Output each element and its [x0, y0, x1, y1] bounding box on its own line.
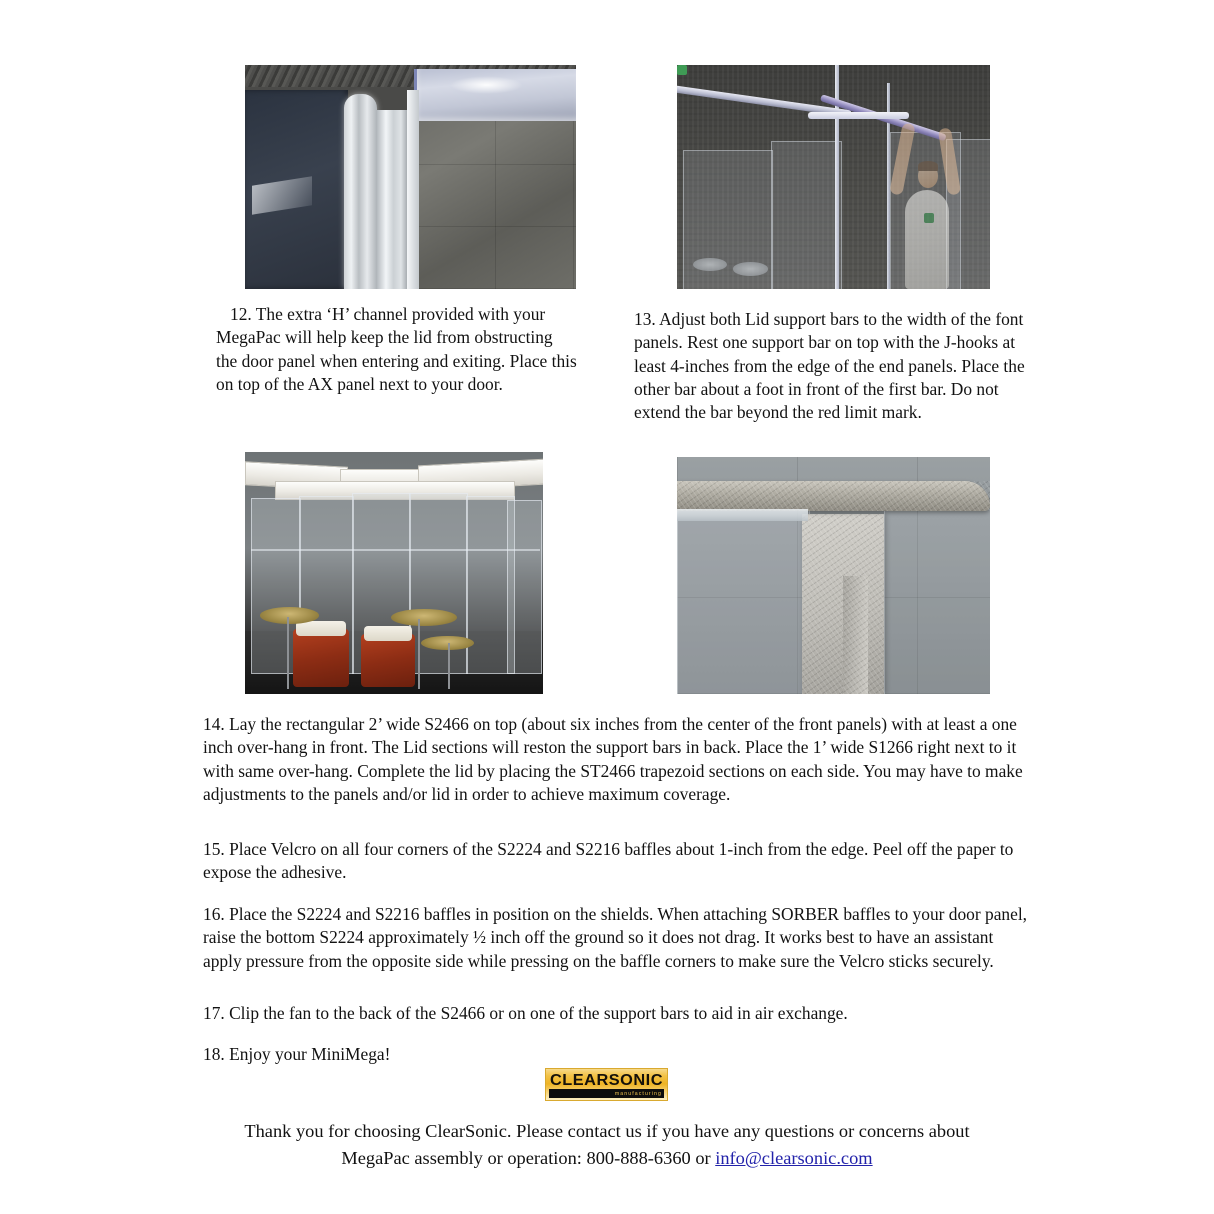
- step-18-paragraph: 18. Enjoy your MiniMega!: [203, 1044, 391, 1064]
- photo-booth-with-drums: [245, 452, 543, 694]
- photo-sorber-acrylic-right: [884, 509, 990, 694]
- photo-h-channel: [245, 65, 576, 289]
- photo-booth-cymbal-left: [260, 607, 320, 624]
- caption-step-12: 12. The extra ‘H’ channel provided with your MegaPac will help keep the lid from obstructing the door panel when entering and exiting. Place this on top of the AX panel next to your door.: [216, 304, 577, 394]
- photo-lid-support-bars-bar-horizontal: [808, 112, 908, 119]
- photo-lid-support-bars: [677, 65, 990, 289]
- photo-h-channel-light-glare: [450, 76, 523, 94]
- photo-booth-drum-bass: [361, 634, 415, 687]
- step-17-paragraph: 17. Clip the fan to the back of the S2466 or on one of the support bars to aid in air exchange.: [203, 1003, 848, 1023]
- footer-email-link[interactable]: info@clearsonic.com: [715, 1147, 873, 1168]
- clearsonic-wordmark: CLEARSONIC: [550, 1072, 663, 1089]
- clearsonic-tagline: manufacturing: [614, 1090, 662, 1097]
- footer-line-2-text: MegaPac assembly or operation: 800-888-6360 or: [341, 1147, 716, 1168]
- photo-h-channel-channel-piece: [344, 94, 377, 289]
- step-16-paragraph: 16. Place the S2224 and S2216 baffles in position on the shields. When attaching SORBER baffles to your door panel, raise the bottom S2224 approximately ½ inch off the ground so it does not drag. It works best to have an assistant apply pressure from the opposite side while pressing on the baffle corners to make sure the Velcro sticks securely.: [203, 904, 1028, 971]
- photo-sorber-acrylic-left: [677, 509, 810, 694]
- photo-h-channel-panel-edge: [407, 90, 419, 289]
- footer-line-2: [0, 1145, 1214, 1172]
- photo-h-channel-channel-piece-2: [377, 110, 407, 289]
- photo-sorber-top-lid: [677, 481, 990, 512]
- footer-contact: [0, 1118, 1214, 1171]
- clearsonic-logo: [545, 1068, 668, 1101]
- photo-booth-shield-6: [507, 500, 542, 674]
- step-14-paragraph: 14. Lay the rectangular 2’ wide S2466 on top (about six inches from the center of the front panels) with at least a one inch over-hang in front. The Lid sections will reston the support bars in back. Place the 1’ wide S1266 right next to it with same over-hang. Complete the lid by placing the ST2466 trapezoid sections on each side. You may have to make adjustments to the panels and/or lid in order to achieve maximum coverage.: [203, 714, 1023, 805]
- step-15-paragraph: 15. Place Velcro on all four corners of the S2224 and S2216 baffles about 1-inch from the edge. Peel off the paper to expose the adhesive.: [203, 839, 1014, 883]
- caption-step-13: 13. Adjust both Lid support bars to the width of the font panels. Rest one support bar on top with the J-hooks at least 4-inches from the edge of the end panels. Place the other bar about a foot in front of the first bar. Do not extend the bar beyond the red limit mark.: [634, 309, 1025, 423]
- photo-lid-support-bars-panel-mid: [771, 141, 842, 289]
- photo-h-channel-right-panel: [417, 92, 576, 289]
- photo-booth-drum-tom: [293, 629, 350, 687]
- photo-sorber-baffle: [677, 457, 990, 694]
- photo-booth-cymbal-right: [391, 609, 457, 626]
- footer-line-1: Thank you for choosing ClearSonic. Please contact us if you have any questions or concerns about: [244, 1121, 970, 1141]
- photo-sorber-baffle-edge: [843, 576, 868, 695]
